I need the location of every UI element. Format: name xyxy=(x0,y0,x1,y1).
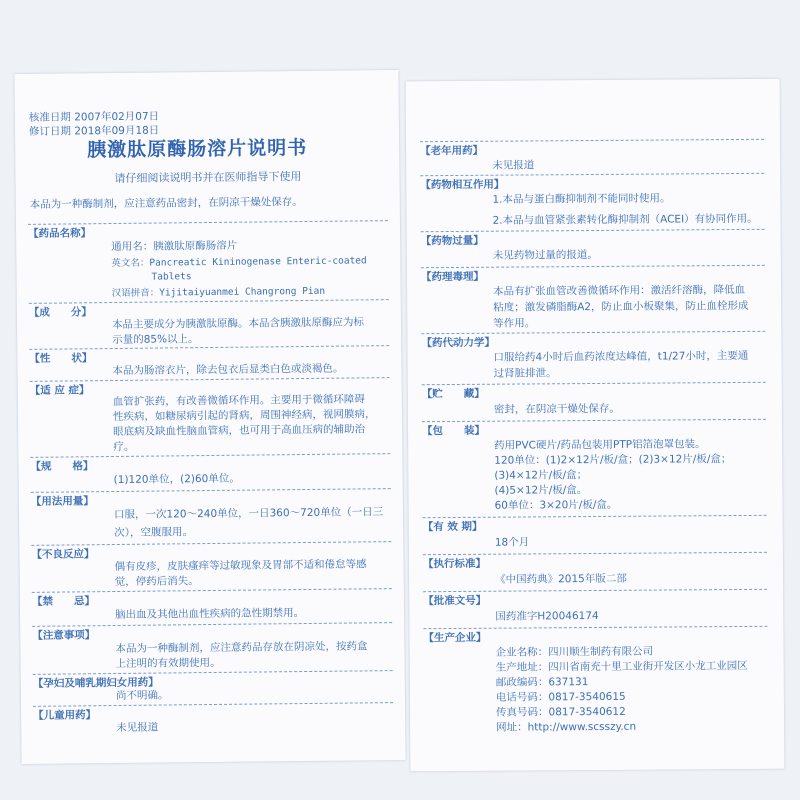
left-page xyxy=(14,70,405,764)
company-postcode: 邮政编码：637131 xyxy=(495,676,589,689)
elderly-text: 未见报道 xyxy=(492,159,535,172)
indication-line1: 血管扩张药，有改善微循环作用。主要用于微循环障碍 xyxy=(112,393,365,409)
section-header-standard: 【执行标准】 xyxy=(423,552,767,571)
storage-text: 密封，在阴凉干燥处保存。 xyxy=(493,402,620,416)
section-header-composition: 【成 分】 xyxy=(29,299,389,320)
section-header-elderly: 【老年用药】 xyxy=(420,139,764,158)
company-website[interactable]: 网址：http://www.scsszy.cn xyxy=(496,720,637,734)
section-header-name: 【药品名称】 xyxy=(28,220,388,241)
section-header-pharmacokinetics: 【药代动力学】 xyxy=(421,331,765,350)
section-header-children: 【儿童用药】 xyxy=(33,702,393,723)
children-text: 未见报道 xyxy=(116,721,159,734)
section-header-manufacturer: 【生产企业】 xyxy=(423,626,767,645)
appearance-text: 本品为肠溶衣片，除去包衣后显类白色或淡褐色。 xyxy=(112,362,344,378)
section-header-package: 【包 装】 xyxy=(422,419,766,438)
approval-number: 国药准字H20046174 xyxy=(495,609,599,623)
section-header-caution: 【注意事项】 xyxy=(32,622,392,643)
document-subtitle: 请仔细阅读说明书并在医师指导下使用 xyxy=(114,170,302,185)
section-header-appearance: 【性 状】 xyxy=(29,345,389,366)
intro-text: 本品为一种酶制剂，应注意药品密封，在阴凉干燥处保存。 xyxy=(29,196,303,211)
package-line3: (3)4×12片/板/盒； xyxy=(494,469,588,482)
standard-text: 《中国药典》2015年版二部 xyxy=(495,572,627,586)
section-header-dosage: 【用法用量】 xyxy=(31,488,391,509)
company-address: 生产地址：四川省南充十里工业街开发区小龙工业园区 xyxy=(495,659,748,674)
section-header-storage: 【贮 藏】 xyxy=(422,382,766,401)
contraindication-text: 脑出血及其他出血性疾病的急性期禁用。 xyxy=(115,607,305,622)
pharmacology-line2: 粘度；激发磷脂酶A2，防止血小板聚集，防止血栓形成 xyxy=(493,299,749,314)
pregnancy-text: 尚不明确。 xyxy=(115,689,169,703)
indication-line3: 眼底病及缺血性脑血管病，也可用于高血压病的辅助治 xyxy=(113,423,366,439)
caution-line2: 上注明的有效期使用。 xyxy=(115,656,221,671)
package-line4: (4)5×12片/板/盒。 xyxy=(494,484,588,497)
overdose-text: 未见药物过量的报道。 xyxy=(492,248,598,262)
adverse-line2: 觉，停药后消失。 xyxy=(114,575,199,589)
company-name: 企业名称：四川顺生制药有限公司 xyxy=(495,645,654,659)
indication-line4: 疗。 xyxy=(113,440,135,454)
pharmacology-line1: 本品有扩张血管改善微循环作用：激活纤溶酶，降低血 xyxy=(493,283,746,298)
english-name-line1: 英文名：Pancreatic Kininogenase Enteric-coated xyxy=(111,255,367,270)
composition-line2: 示量的85%以上。 xyxy=(112,333,199,347)
pharmacology-line3: 等作用。 xyxy=(493,317,536,330)
english-name-line2: Tablets xyxy=(151,271,192,283)
section-header-interaction: 【药物相互作用】 xyxy=(420,173,764,192)
dosage-line2: 次），空腹服用。 xyxy=(114,526,194,540)
pinyin-name: 汉语拼音：Yijitaiyuanmei Changrong Pian xyxy=(111,285,326,300)
section-header-indication: 【适 应 症】 xyxy=(30,377,390,398)
section-header-validity: 【有 效 期】 xyxy=(423,515,767,534)
interaction-line1: 1.本品与蛋白酶抑制剂不能同时使用。 xyxy=(492,192,671,206)
pharmacokinetics-line2: 过肾脏排泄。 xyxy=(493,367,557,380)
section-header-pharmacology: 【药理毒理】 xyxy=(421,265,765,284)
approval-date: 核准日期 2007年02月07日 xyxy=(28,110,160,124)
section-header-contraindication: 【禁 忌】 xyxy=(32,588,392,609)
company-fax: 传真号码：0817-3540612 xyxy=(495,705,626,719)
interaction-line2: 2.本品与血管紧张素转化酶抑制剂（ACEI）有协同作用。 xyxy=(492,212,758,227)
section-header-pregnancy: 【孕妇及哺乳期妇女用药】 xyxy=(33,670,393,691)
document-title: 胰激肽原酶肠溶片说明书 xyxy=(87,136,308,162)
package-line5: 60单位：3×20片/板/盒。 xyxy=(494,498,618,512)
composition-line1: 本品主要成分为胰激肽原酶。本品含胰激肽原酶应为标 xyxy=(111,316,365,332)
spec-text: (1)120单位，(2)60单位。 xyxy=(113,472,240,487)
dosage-line1: 口服，一次120～240单位，一日360～720单位（一日三 xyxy=(113,506,384,522)
section-header-adverse: 【不良反应】 xyxy=(31,541,391,562)
caution-line1: 本品为一种酶制剂，应注意药品存放在阴凉处，按药盒 xyxy=(115,640,368,656)
generic-name: 通用名：胰激肽原酶肠溶片 xyxy=(111,239,238,254)
section-header-spec: 【规 格】 xyxy=(30,453,390,474)
package-line1: 药用PVC硬片/药品包装用PTP铝箔泡罩包装。 xyxy=(494,438,706,452)
validity-text: 18个月 xyxy=(494,536,530,549)
right-page xyxy=(406,79,785,772)
pharmacokinetics-line1: 口服给药4小时后血药浓度达峰值，t1/27小时，主要通 xyxy=(493,349,749,364)
package-line2: 120单位：(1)2×12片/板/盒；(2)3×12片/板/盒； xyxy=(494,453,732,467)
adverse-line1: 偶有皮疹，皮肤瘙痒等过敏现象及胃部不适和倦怠等感 xyxy=(114,558,367,574)
indication-line2: 性疾病，如糖尿病引起的肾病，周围神经病，视网膜病， xyxy=(112,408,376,424)
section-header-approval: 【批准文号】 xyxy=(423,589,767,608)
section-header-overdose: 【药物过量】 xyxy=(421,229,765,248)
revision-date: 修订日期 2018年09月18日 xyxy=(28,124,160,138)
company-phone: 电话号码：0817-3540615 xyxy=(495,690,626,704)
